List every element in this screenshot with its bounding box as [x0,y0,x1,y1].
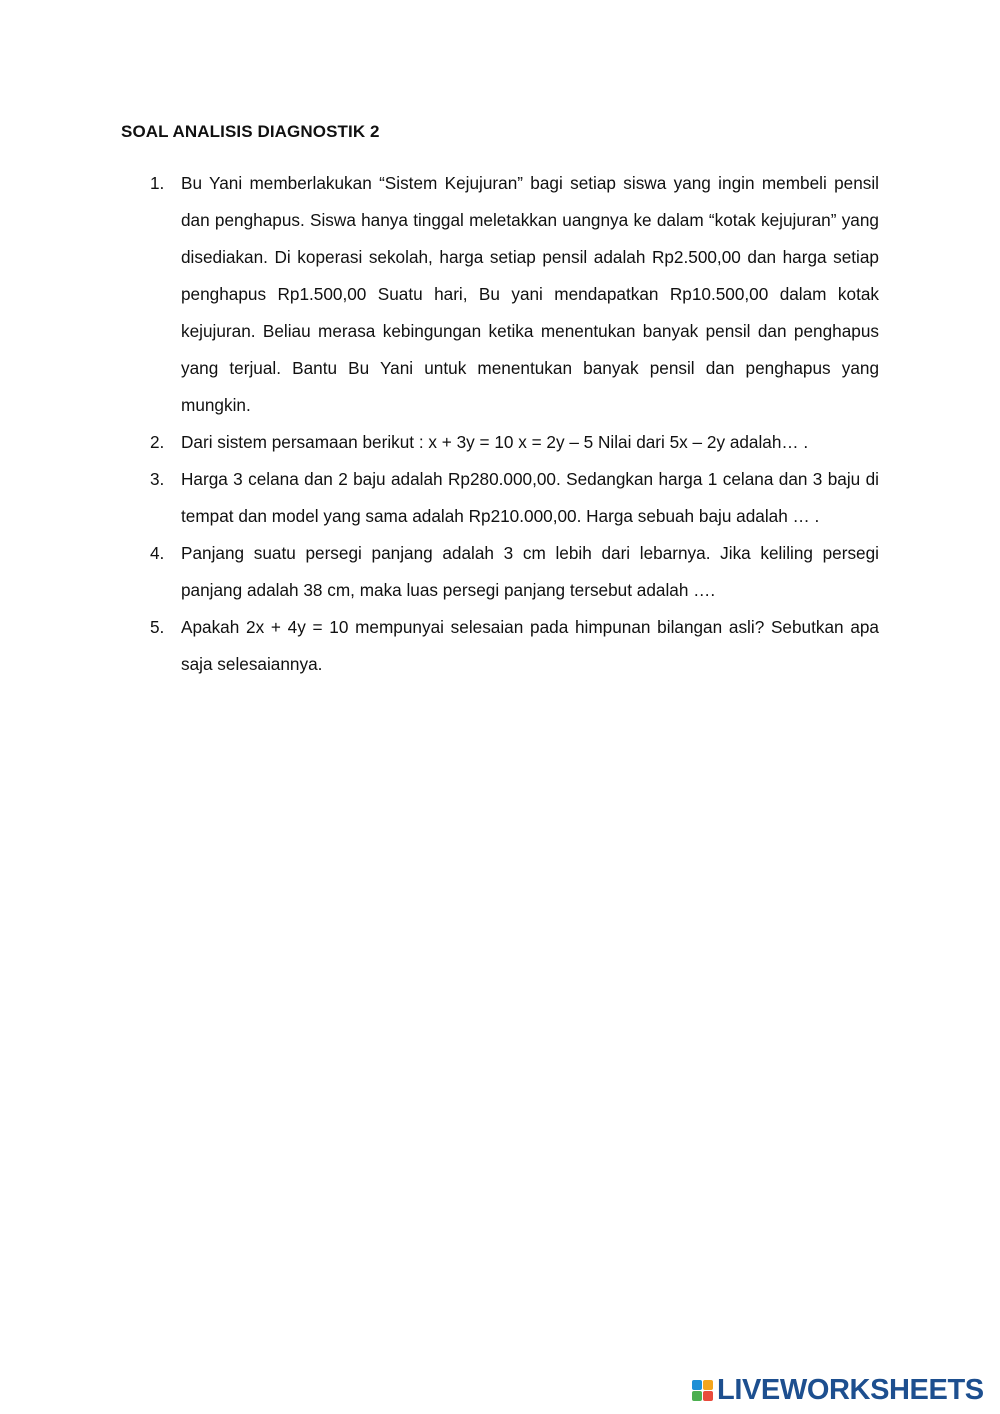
question-item [150,609,879,683]
question-number: 3. [150,469,165,489]
liveworksheets-brand[interactable] [692,1374,984,1406]
question-text: Dari sistem persamaan berikut : x + 3y = 10 x = 2y – 5 Nilai dari 5x – 2y adalah… . [181,432,809,452]
question-number: 5. [150,617,165,637]
question-text: Harga 3 celana dan 2 baju adalah Rp280.000,00. Sedangkan harga 1 celana dan 3 baju di tempat dan model yang sama adalah Rp210.000,00. Harga sebuah baju adalah … . [181,469,879,526]
logo-cell [692,1391,702,1401]
question-text: Apakah 2x + 4y = 10 mempunyai selesaian pada himpunan bilangan asli? Sebutkan apa saja selesaiannya. [181,617,879,674]
question-number: 2. [150,432,165,452]
brand-text: LIVEWORKSHEETS [717,1374,984,1406]
question-list [150,165,879,683]
question-text: Panjang suatu persegi panjang adalah 3 cm lebih dari lebarnya. Jika keliling persegi panjang adalah 38 cm, maka luas persegi panjang tersebut adalah …. [181,543,879,600]
liveworksheets-logo-icon [692,1380,713,1401]
question-number: 1. [150,173,165,193]
question-item [150,165,879,424]
question-text: Bu Yani memberlakukan “Sistem Kejujuran” bagi setiap siswa yang ingin membeli pensil dan penghapus. Siswa hanya tinggal meletakkan uangnya ke dalam “kotak kejujuran” yang disediakan. Di koperasi sekolah, harga setiap pensil adalah Rp2.500,00 dan harga setiap penghapus Rp1.500,00 Suatu hari, Bu yani mendapatkan Rp10.500,00 dalam kotak kejujuran. Beliau merasa kebingungan ketika menentukan banyak pensil dan penghapus yang terjual. Bantu Bu Yani untuk menentukan banyak pensil dan penghapus yang mungkin. [181,173,879,415]
logo-cell [703,1391,713,1401]
logo-cell [692,1380,702,1390]
logo-cell [703,1380,713,1390]
question-item [150,461,879,535]
page-title: SOAL ANALISIS DIAGNOSTIK 2 [121,122,380,141]
question-item [150,424,879,461]
question-number: 4. [150,543,165,563]
question-item [150,535,879,609]
